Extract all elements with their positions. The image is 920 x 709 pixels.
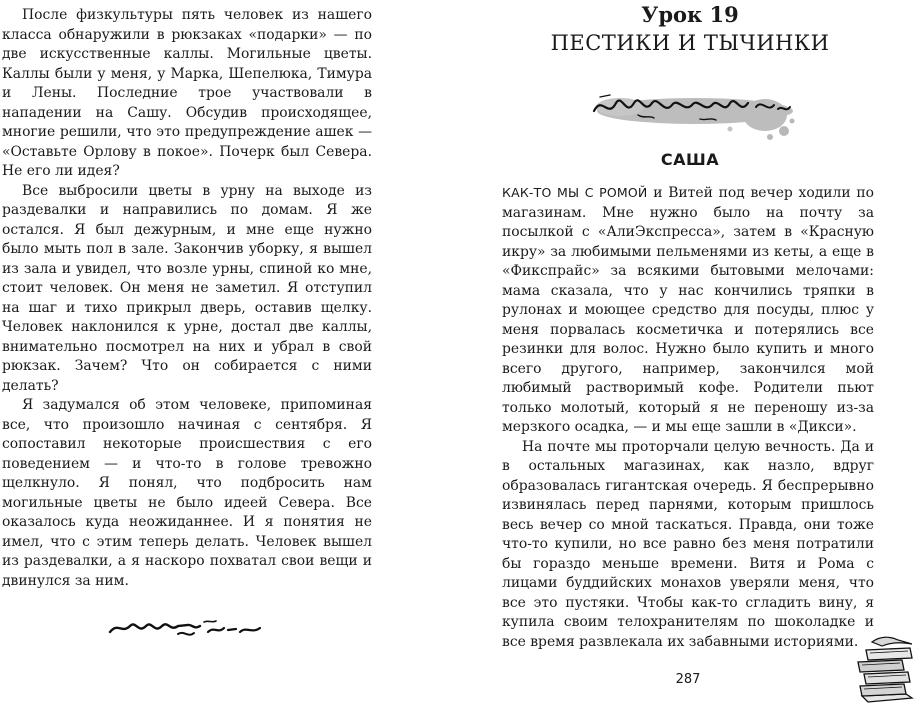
books-stack-icon bbox=[856, 636, 918, 706]
left-paragraph-3: Я задумался об этом человеке, припоминая все, что произошло начиная с сентября. Я сопоставил некоторые происшествия с его поведением — и что-то в голове тревожно щелкнуло. Я понял, что подбросить нам могильные цветы не было идеей Севера. Все оказалось куда неожиданнее. И я понятия не имел, что с этим теперь делать. Человек вышел из раздевалки, а я наскоро похватал свои вещи и двинулся за ним. bbox=[2, 397, 372, 589]
right-paragraph-1 bbox=[502, 183, 874, 438]
page-number: 287 bbox=[675, 672, 701, 687]
left-text-column bbox=[2, 6, 372, 591]
section-name: САША bbox=[660, 150, 720, 169]
left-paragraph-2: Все выбросили цветы в урну на выходе из раздевалки и направились по домам. Я же остался. Я был дежурным, и мне еще нужно было мыть пол в зале. Закончив уборку, я вышел из зала и увидел, что возле урны, спиной ко мне, стоит человек. Он меня не заметил. Я отступил на шаг и тихо прикрыл дверь, оставив щелку. Человек наклонился к урне, достал две каллы, внимательно посмотрел на них и убрал в свой рюкзак. Зачем? Что он собирается с ними делать? bbox=[2, 182, 372, 394]
handwritten-scribble-icon bbox=[108, 612, 268, 642]
right-text-column bbox=[502, 183, 874, 652]
right-page bbox=[460, 0, 920, 709]
left-paragraph-1: После физкультуры пять человек из нашего класса обнаружили в рюкзаках «подарки» — по две искусственные каллы. Могильные цветы. Каллы были у меня, у Марка, Шепелюка, Тимура и Лены. Последние трое участвовали в нападении на Сашу. Обсудив происходящее, многие решили, что это предупреждение ашек — «Оставьте Орлову в покое». Почерк был Севера. Не его ли идея? bbox=[2, 7, 372, 179]
right-paragraph-1-text: и Витей под вечер ходили по магазинам. Мне нужно было на почту за посылкой с «АлиЭкспресса», затем в «Красную икру» за любимыми пельменями из кеты, а еще в «Фикспрайс» за всякими бытовыми мелочами: мама сказала, что у нас кончились тряпки в рулонах и моющее средство для посуды, плюс у меня порвалась косметичка и потерялись все резинки для волос. Нужно было купить и много всего другого, например, закончился мой любимый растворимый кофе. Родители пьют только молотый, который я не переношу из-за мерзкого осадка, — и мы еще зашли в «Дикси». bbox=[502, 185, 874, 435]
lesson-title: ПЕСТИКИ И ТЫЧИНКИ bbox=[550, 31, 830, 55]
lesson-number: Урок 19 bbox=[641, 2, 739, 27]
ink-splash-signature-icon bbox=[580, 85, 810, 145]
right-paragraph-2: На почте мы проторчали целую вечность. Да и в остальных магазинах, как назло, вдруг образовалась гигантская очередь. Я беспрерывно извинялась перед парнями, которым пришлось весь вечер со мной таскаться. Правда, они тоже что-то купили, но все равно без меня потратили бы гораздо меньше времени. Витя и Рома с лицами буддийских монахов уверяли меня, что все это пустяки. Чтобы как-то сгладить вину, я купила своим телохранителям по шоколадке и все время развлекала их забавными историями. bbox=[502, 438, 874, 650]
lead-caps: КАК-ТО МЫ С РОМОЙ bbox=[502, 185, 648, 200]
